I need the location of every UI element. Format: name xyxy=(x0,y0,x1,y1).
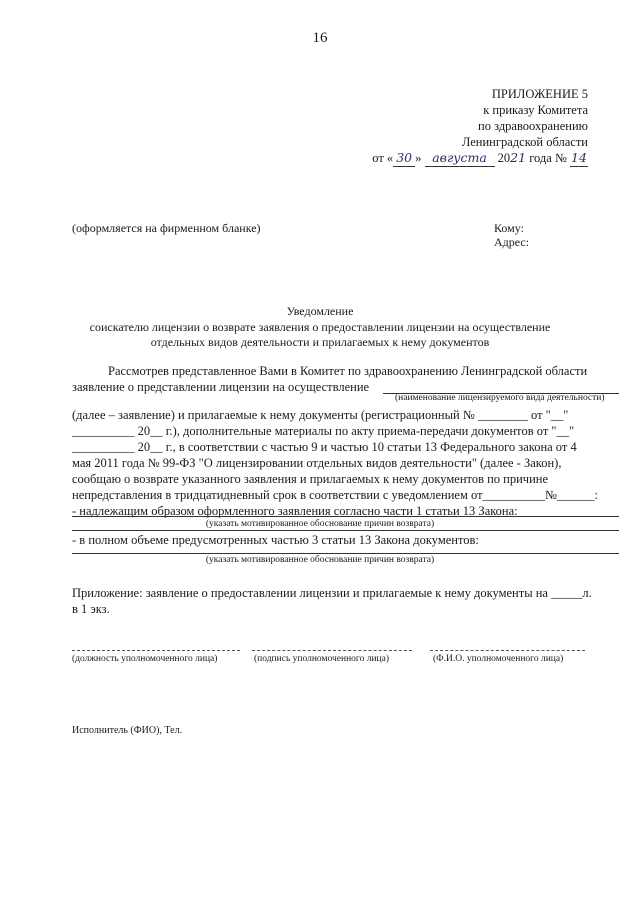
reason-1-line-b xyxy=(72,530,619,531)
body-line-2: заявление о представлении лицензии на осуществление xyxy=(72,380,370,394)
body-line-7: сообщаю о возврате указанного заявления и прилагаемых к нему документов по причине xyxy=(72,472,549,486)
reason-1-line-a xyxy=(72,516,619,517)
year-suffix: 21 xyxy=(510,150,527,165)
executor-line: Исполнитель (ФИО), Тел. xyxy=(72,725,183,736)
position-caption: (должность уполномоченного лица) xyxy=(72,654,218,664)
appendix-line-3: Ленинградской области xyxy=(461,135,588,149)
reason-2-line xyxy=(72,553,619,554)
appendix-date-line xyxy=(372,150,588,167)
page-number: 16 xyxy=(312,30,328,46)
body-line-5: __________ 20__ г., в соответствии с частью 9 и частью 10 статьи 13 Федерального закона от 4 xyxy=(72,440,577,454)
recipient-to: Кому: xyxy=(494,221,524,235)
body-line-6: мая 2011 года № 99-ФЗ "О лицензировании отдельных видов деятельности" (далее - Закон), xyxy=(72,456,562,470)
attachment-line-1: Приложение: заявление о предоставлении лицензии и прилагаемые к нему документы на _____л. xyxy=(72,586,592,600)
year-word: года № xyxy=(529,151,567,165)
body-line-9: - надлежащим образом оформленного заявления согласно части 1 статьи 13 Закона: xyxy=(72,504,518,518)
order-number: 14 xyxy=(571,150,587,165)
position-signature-line xyxy=(72,650,240,651)
date-mid: » xyxy=(415,151,422,165)
signature-line xyxy=(252,650,412,651)
body-line-8: непредставления в тридцатидневный срок в соответствии с уведомлением от__________№______: xyxy=(72,488,598,502)
date-prefix: от « xyxy=(372,151,394,165)
appendix-line-2: по здравоохранению xyxy=(478,119,588,133)
body-line-10: - в полном объеме предусмотренных частью 3 статьи 13 Закона документов: xyxy=(72,533,479,547)
reason-1-caption: (указать мотивированное обоснование причин возврата) xyxy=(205,519,435,529)
appendix-line-1: к приказу Комитета xyxy=(483,103,588,117)
notice-subtitle-2: отдельных видов деятельности и прилагаемых к нему документов xyxy=(150,335,490,349)
signature-caption: (подпись уполномоченного лица) xyxy=(254,654,390,664)
notice-subtitle-1: соискателю лицензии о возврате заявления о предоставлении лицензии на осуществление xyxy=(89,320,551,334)
date-month: августа xyxy=(425,150,495,167)
name-signature-line xyxy=(430,650,585,651)
name-caption: (Ф.И.О. уполномоченного лица) xyxy=(433,654,564,664)
notice-title: Уведомление xyxy=(286,304,354,318)
activity-caption: (наименование лицензируемого вида деятельности) xyxy=(395,393,605,403)
body-line-3: (далее – заявление) и прилагаемые к нему документы (регистрационный № ________ от "__" xyxy=(72,408,569,422)
date-day: 30 xyxy=(393,150,415,167)
letterhead-note: (оформляется на фирменном бланке) xyxy=(72,221,261,235)
attachment-line-2: в 1 экз. xyxy=(72,602,110,616)
appendix-title: ПРИЛОЖЕНИЕ 5 xyxy=(491,87,588,101)
year-prefix: 20 xyxy=(497,151,511,165)
recipient-address: Адрес: xyxy=(494,235,530,249)
reason-2-caption: (указать мотивированное обоснование причин возврата) xyxy=(205,555,435,565)
body-line-1: Рассмотрев представленное Вами в Комитет по здравоохранению Ленинградской области xyxy=(108,364,588,378)
body-line-4: __________ 20__ г.), дополнительные материалы по акту приема-передачи документов от "__" xyxy=(72,424,575,438)
